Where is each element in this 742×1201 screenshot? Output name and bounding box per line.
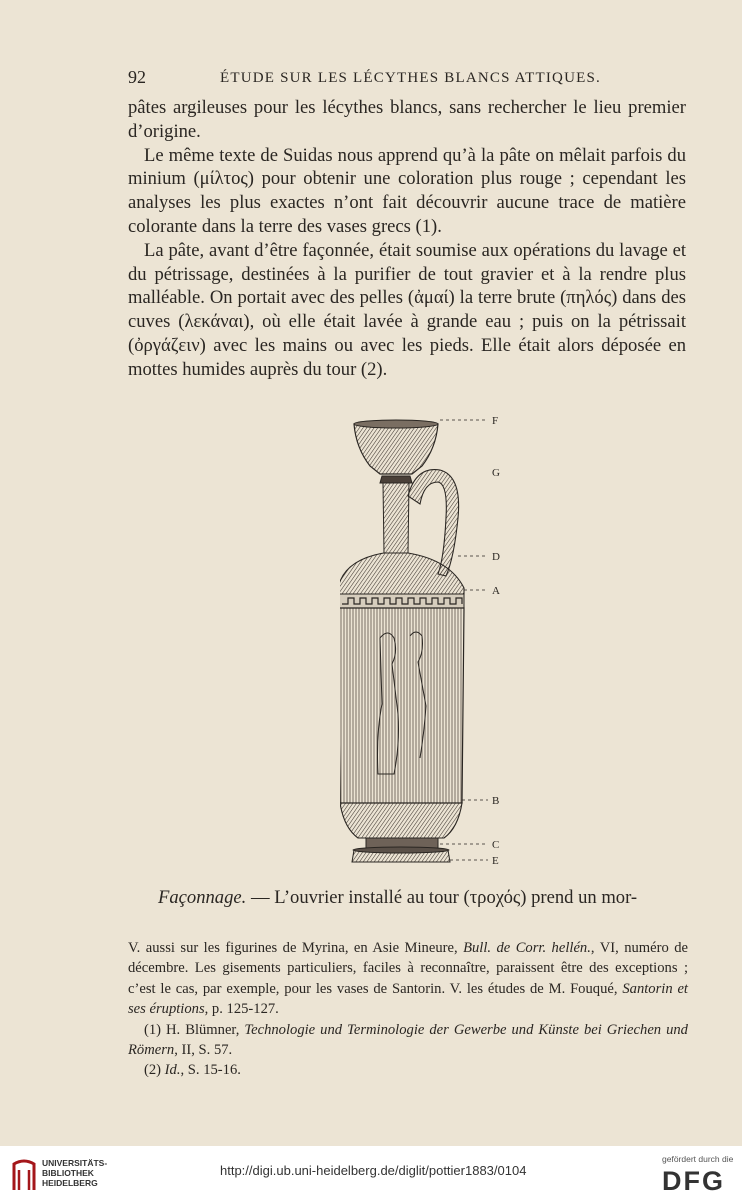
vase-body (340, 608, 464, 803)
label-f: F (492, 415, 499, 427)
dfg-logo: DFG (662, 1166, 725, 1196)
label-g: G (492, 467, 500, 479)
paragraph-preparation: La pâte, avant d’être façonnée, était soumise aux opérations du lavage et du pétrissage, destinées à la purifier de tout gravier et à la rendre plus malléable. On portait avec des pelles (ἀμαί) la terre brute (πηλός) dans des cuves (λεκάναι), où elle était lavée à grande eau ; puis on la pétrissait (ὀργάζειν) avec les mains ou avec les pieds. Elle était alors déposée en mottes humides auprès du tour (2). (128, 239, 686, 380)
footnote-1 (128, 1020, 688, 1061)
footnote-text: , VI, numéro de décembre. Les gisements particuliers, faciles à reconnaître, paraissent être des exceptions ; c’est le cas, par exemple, pour les vases de Santorin. V. les études de M. Fouqué, (128, 940, 688, 997)
label-d: D (492, 551, 500, 563)
page-header (128, 67, 688, 91)
lekythos-illustration (340, 408, 530, 873)
footnote-citation: Bull. de Corr. hellén. (463, 940, 591, 956)
footnote-text: , II, S. 57. (174, 1042, 233, 1059)
caption-term: Façonnage. (158, 887, 247, 908)
lekythos-figure (340, 408, 530, 873)
body-text (128, 96, 686, 382)
library-name (42, 1158, 142, 1188)
footnote-citation: Santorin et ses éruptions (128, 980, 688, 1018)
vase-foot (340, 803, 462, 862)
footnote-text: (1) H. Blümner, (144, 1021, 245, 1038)
vase-neck (380, 476, 412, 553)
library-name-line: HEIDELBERG (42, 1178, 98, 1188)
library-name-line: BIBLIOTHEK (42, 1168, 94, 1178)
paragraph-suidas: Le même texte de Suidas nous apprend qu’à la pâte on mêlait parfois du minium (μίλτος) pour obtenir une coloration plus rouge ; cependant les analyses les plus exactes n’ont fait découvrir aucune trace de matière colorante dans la terre des vases grecs (1). (128, 144, 686, 237)
label-b: B (492, 795, 500, 807)
footnote-2 (128, 1060, 688, 1080)
footnote-text: (2) (144, 1062, 165, 1079)
footnotes (128, 938, 688, 1081)
library-name-line: UNIVERSITÄTS- (42, 1158, 108, 1168)
footnote-citation: Technologie und Terminologie der Gewerbe und Künste bei Griechen und Römern (128, 1021, 688, 1059)
label-e: E (492, 855, 499, 867)
caption-text: — L’ouvrier installé au tour (τροχός) prend un mor- (246, 887, 638, 908)
meander-band (340, 594, 464, 608)
permalink-url[interactable]: http://digi.ub.uni-heidelberg.de/diglit/pottier1883/0104 (220, 1163, 527, 1178)
footnote-text: , p. 125-127. (204, 1001, 279, 1018)
page-number: 92 (128, 67, 146, 87)
figure-caption (128, 886, 686, 910)
paragraph-continuation: pâtes argileuses pour les lécythes blancs, sans rechercher le lieu premier d’origine. (128, 97, 686, 142)
vase-mouth (354, 420, 438, 474)
library-logo-icon (10, 1156, 38, 1194)
footnote-text: , S. 15-16. (180, 1062, 241, 1079)
footnote-continuation (128, 938, 688, 1020)
footnote-text: V. aussi sur les figurines de Myrina, en Asie Mineure, (128, 940, 464, 956)
label-a: A (492, 585, 500, 597)
funding-note: gefördert durch die (662, 1154, 734, 1164)
footnote-citation: Id. (164, 1062, 181, 1079)
label-c: C (492, 839, 500, 851)
viewer-footer (0, 1150, 742, 1201)
running-title: ÉTUDE SUR LES LÉCYTHES BLANCS ATTIQUES. (220, 70, 601, 86)
